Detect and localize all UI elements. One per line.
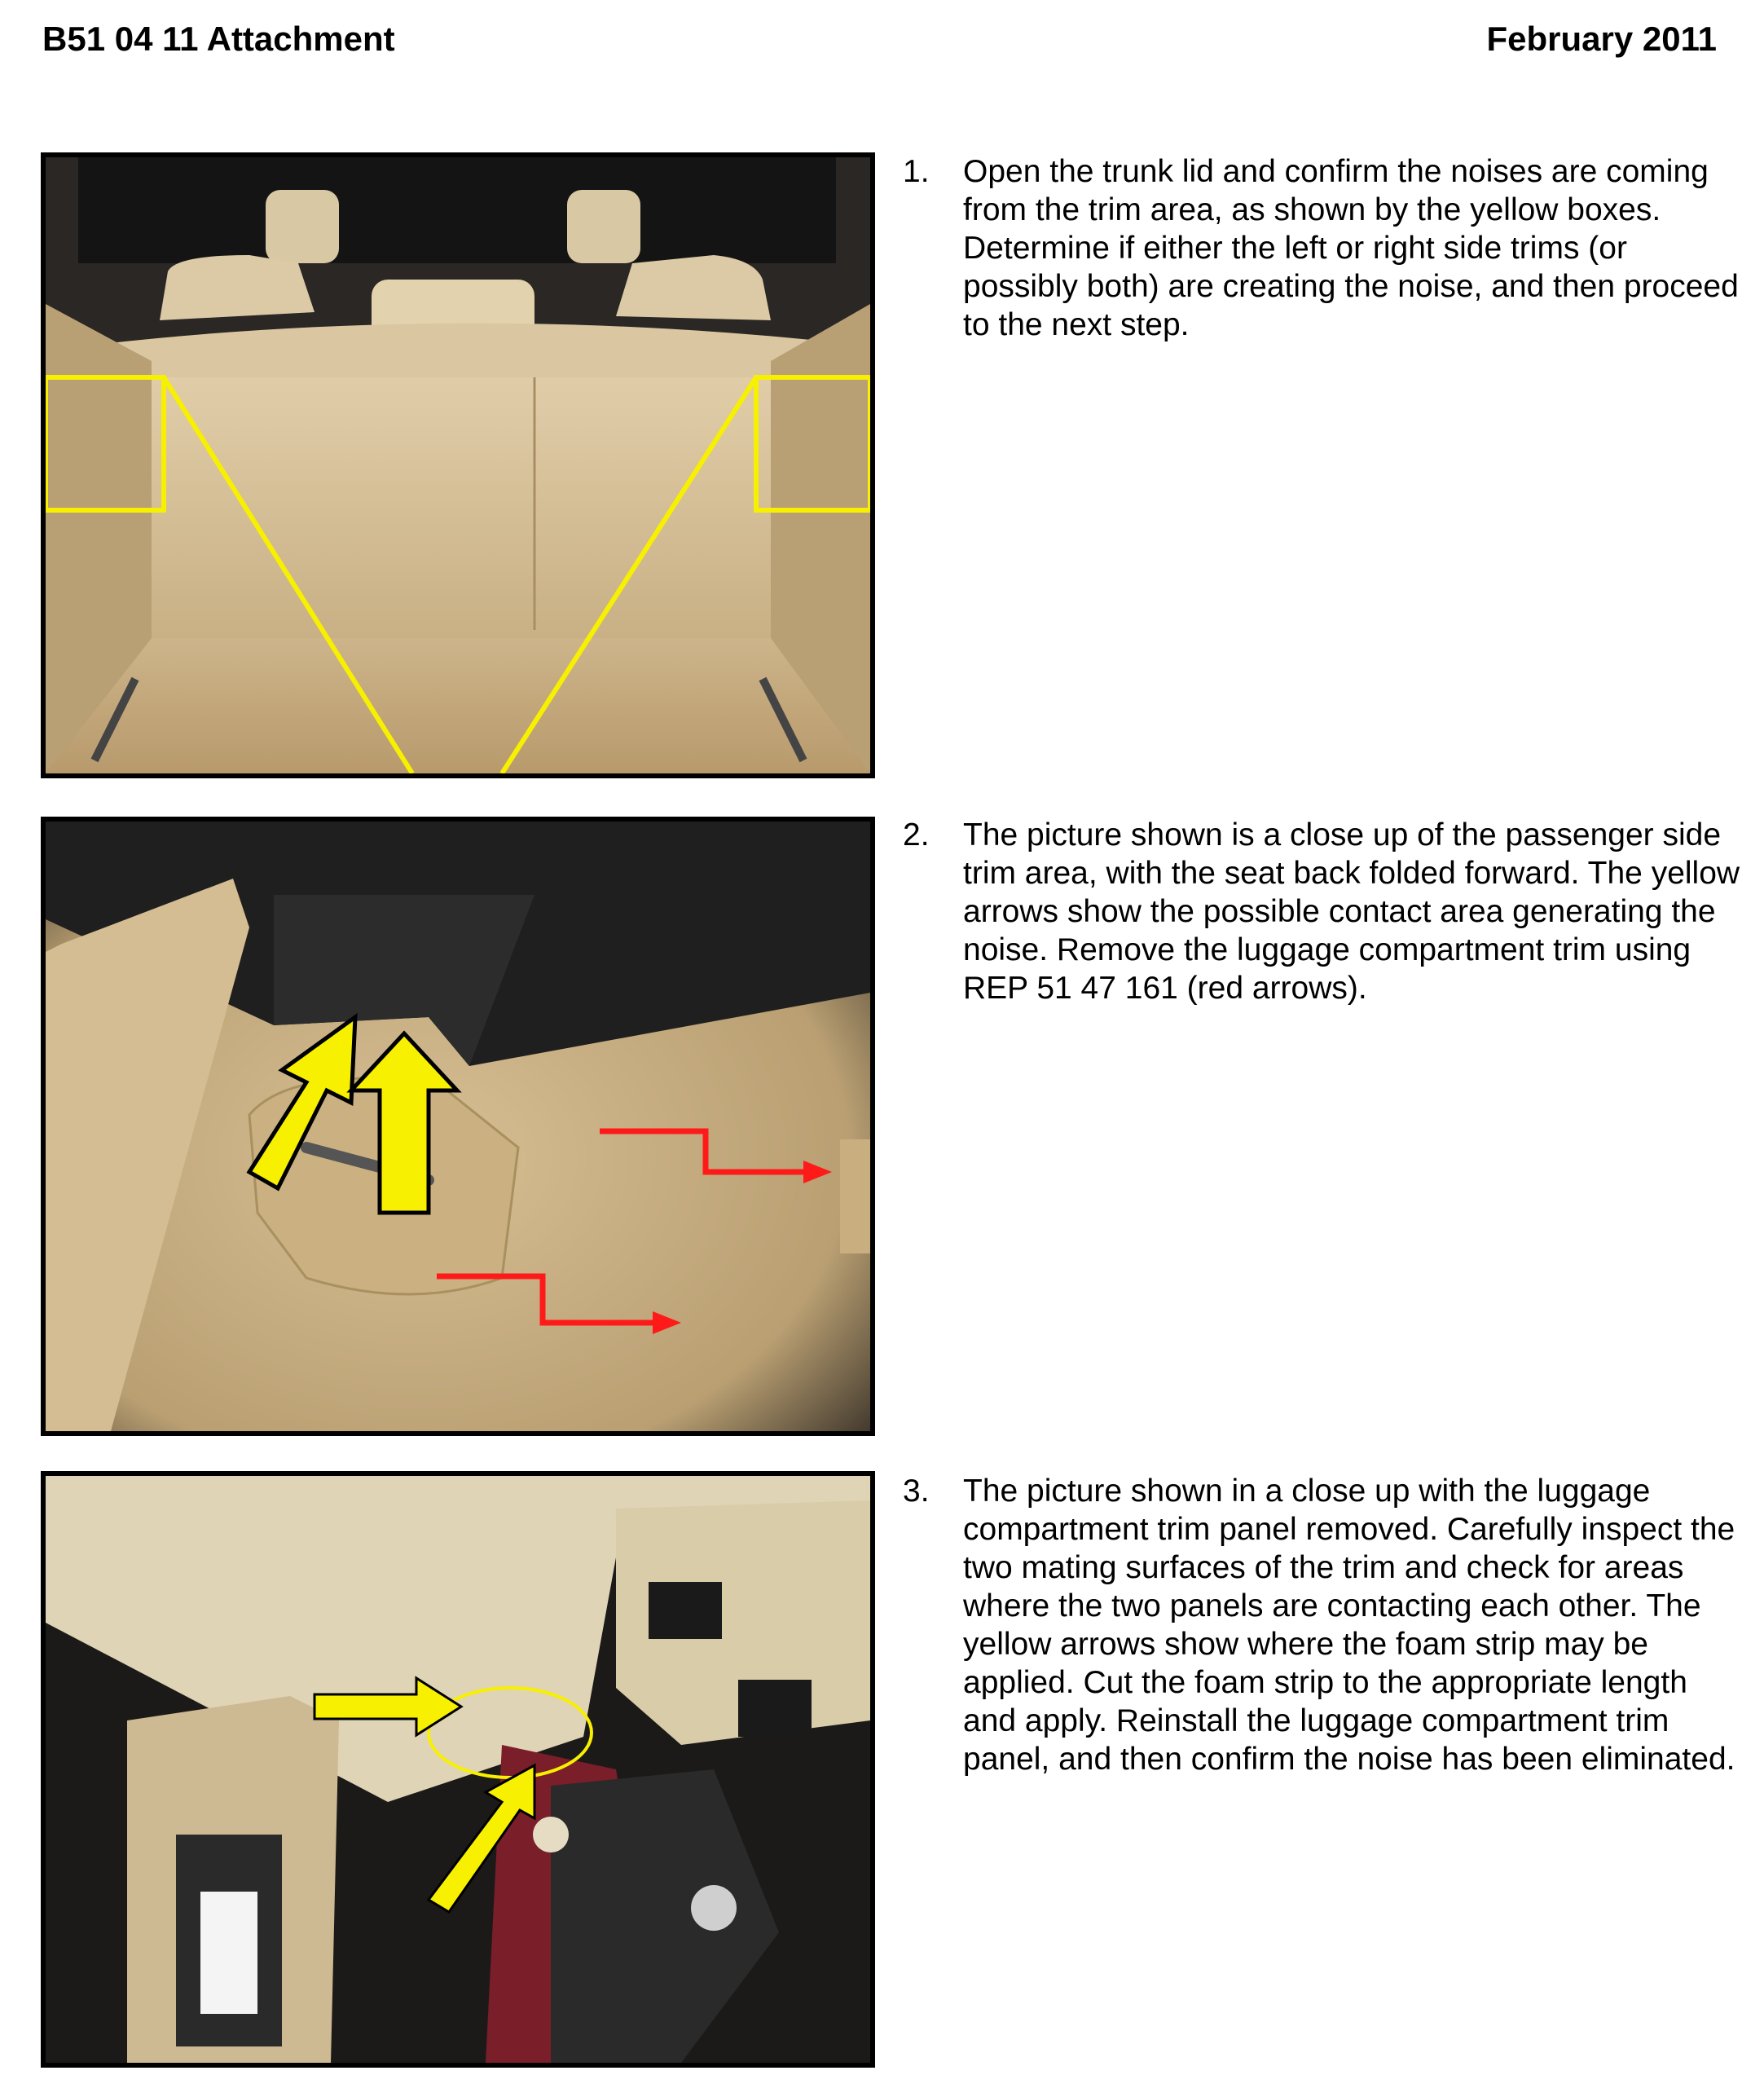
step-3 xyxy=(903,1472,1742,1778)
step-3-number: 3. xyxy=(903,1474,930,1509)
step-1 xyxy=(903,152,1742,344)
step-1-number: 1. xyxy=(903,154,930,189)
trunk-overview-photo xyxy=(41,152,875,778)
step-1-text: Open the trunk lid and confirm the noises are coming from the trim area, as shown by the yellow boxes. Determine if either the left or right side trims (or possibly both) are creating the noise, and then proceed to the next step. xyxy=(963,154,1739,342)
trim-removed-photo xyxy=(41,1471,875,2068)
step-2 xyxy=(903,816,1742,1007)
step-3-text: The picture shown in a close up with the luggage compartment trim panel removed. Carefully inspect the two mating surfaces of the trim and check for areas where the two panels are contacting each other. The yellow arrows show where the foam strip may be applied. Cut the foam strip to the appropriate length and apply. Reinstall the luggage compartment trim panel, and then confirm the noise has been eliminated. xyxy=(963,1474,1735,1777)
document-id: B51 04 11 Attachment xyxy=(42,20,395,58)
passenger-trim-closeup-photo xyxy=(41,817,875,1436)
document-date: February 2011 xyxy=(1486,20,1717,58)
step-2-number: 2. xyxy=(903,817,930,852)
step-2-text: The picture shown is a close up of the passenger side trim area, with the seat back folded forward. The yellow arrows show the possible contact area generating the noise. Remove the luggage compartment trim using REP 51 47 161 (red arrows). xyxy=(963,817,1740,1006)
